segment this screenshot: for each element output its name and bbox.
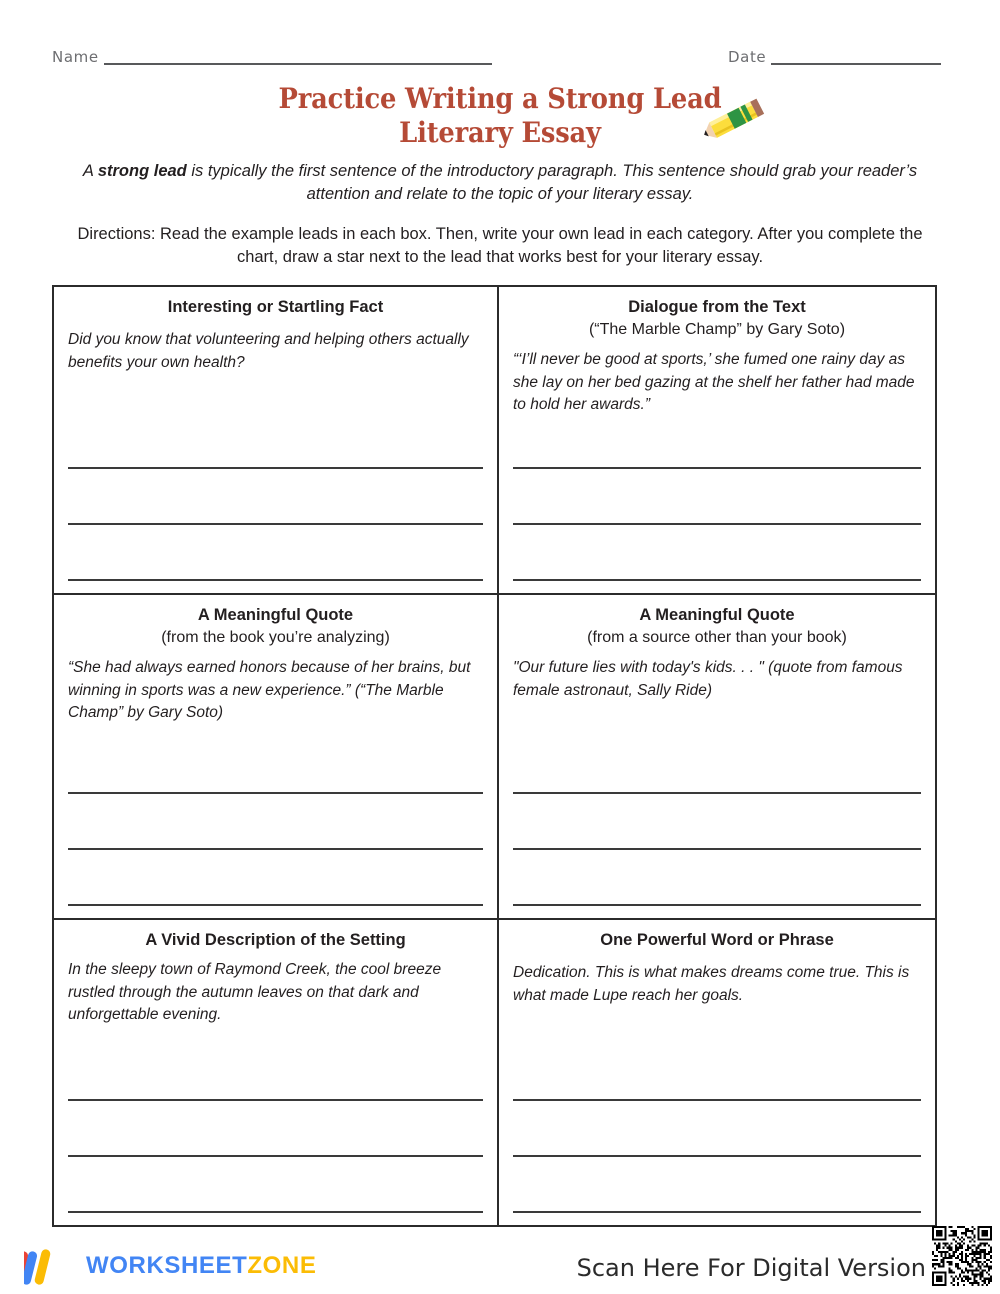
- answer-line[interactable]: [513, 1211, 921, 1213]
- definition-term: strong lead: [97, 162, 187, 180]
- title-line-1: Practice Writing a Strong Lead: [278, 82, 722, 115]
- cell-subtitle: (from the book you’re analyzing): [161, 629, 390, 647]
- answer-line[interactable]: [68, 523, 483, 525]
- logo-text-primary: WORKSHEET: [86, 1252, 248, 1279]
- answer-line[interactable]: [68, 792, 483, 794]
- cell-subtitle: (“The Marble Champ” by Gary Soto): [588, 321, 846, 339]
- cell-title: Interesting or Startling Fact: [167, 298, 384, 316]
- answer-line[interactable]: [513, 904, 921, 906]
- answer-lines[interactable]: [68, 792, 483, 906]
- definition-prefix: A: [82, 162, 98, 180]
- logo-text-secondary: ZONE: [247, 1252, 317, 1279]
- date-field[interactable]: [728, 44, 941, 68]
- cell-title: A Meaningful Quote: [639, 606, 795, 624]
- definition-rest: is typically the first sentence of the introductory paragraph. This sentence should grab your reader’s attention and relate to the topic of your literary essay.: [186, 162, 918, 204]
- intro-block: [68, 160, 932, 270]
- title-line-2: Literary Essay: [399, 116, 601, 150]
- answer-line[interactable]: [513, 467, 921, 469]
- answer-lines[interactable]: [68, 1099, 483, 1213]
- student-info-row: [0, 44, 1000, 72]
- name-write-rule: [104, 63, 492, 65]
- pencil-icon: [700, 86, 772, 150]
- answer-line[interactable]: [513, 579, 921, 581]
- scan-prompt-text: Scan Here For Digital Version: [576, 1254, 926, 1282]
- cell-example: “She had always earned honors because of her brains, but winning in sports was a new experience.” (“The Marble Champ” by Gary Soto): [68, 659, 471, 721]
- cell-title: One Powerful Word or Phrase: [600, 931, 834, 949]
- name-field[interactable]: [52, 44, 492, 68]
- answer-line[interactable]: [68, 1211, 483, 1213]
- lead-cell-dialogue: [499, 287, 935, 595]
- directions-paragraph: Directions: Read the example leads in each box. Then, write your own lead in each category. After you complete the chart, draw a star next to the lead that works best for your literary essay.: [77, 224, 923, 267]
- answer-lines[interactable]: [68, 467, 483, 581]
- answer-line[interactable]: [68, 1099, 483, 1101]
- definition-paragraph: [68, 160, 932, 207]
- cell-subtitle: (from a source other than your book): [587, 629, 847, 647]
- page-title: [0, 82, 1000, 150]
- qr-code-icon[interactable]: [932, 1226, 992, 1286]
- answer-line[interactable]: [513, 848, 921, 850]
- date-label: Date: [728, 48, 767, 66]
- lead-cell-interesting-fact: [54, 287, 499, 595]
- answer-line[interactable]: [68, 467, 483, 469]
- cell-example: In the sleepy town of Raymond Creek, the cool breeze rustled through the autumn leaves on that dark and unforgettable evening.: [68, 961, 442, 1024]
- answer-line[interactable]: [68, 904, 483, 906]
- cell-example: "Our future lies with today's kids. . . " (quote from famous female astronaut, Sally Ride): [513, 659, 903, 699]
- answer-line[interactable]: [513, 792, 921, 794]
- logo-text: [86, 1252, 316, 1280]
- cell-title: Dialogue from the Text: [628, 298, 806, 316]
- answer-line[interactable]: [68, 1155, 483, 1157]
- logo-mark-icon: [24, 1247, 78, 1285]
- answer-lines[interactable]: [513, 792, 921, 906]
- lead-cell-quote-other-source: [499, 595, 935, 920]
- cell-example: Did you know that volunteering and helping others actually benefits your own health?: [68, 331, 469, 371]
- answer-line[interactable]: [513, 523, 921, 525]
- cell-example: Dedication. This is what makes dreams come true. This is what made Lupe reach her goals.: [513, 964, 910, 1004]
- cell-example: “‘I’ll never be good at sports,’ she fumed one rainy day as she lay on her bed gazing at the shelf her father had made to hold her awards.”: [513, 351, 915, 413]
- cell-title: A Vivid Description of the Setting: [145, 931, 406, 949]
- name-label: Name: [52, 48, 99, 66]
- answer-line[interactable]: [68, 579, 483, 581]
- lead-cell-quote-from-book: [54, 595, 499, 920]
- answer-lines[interactable]: [513, 467, 921, 581]
- lead-cell-vivid-setting: [54, 920, 499, 1225]
- cell-title: A Meaningful Quote: [197, 606, 354, 624]
- date-write-rule: [771, 63, 941, 65]
- answer-lines[interactable]: [513, 1099, 921, 1213]
- page-footer: [0, 1234, 1000, 1294]
- answer-line[interactable]: [68, 848, 483, 850]
- worksheet-zone-logo[interactable]: [24, 1246, 316, 1286]
- leads-chart: [52, 285, 937, 1227]
- lead-cell-powerful-word: [499, 920, 935, 1225]
- answer-line[interactable]: [513, 1099, 921, 1101]
- answer-line[interactable]: [513, 1155, 921, 1157]
